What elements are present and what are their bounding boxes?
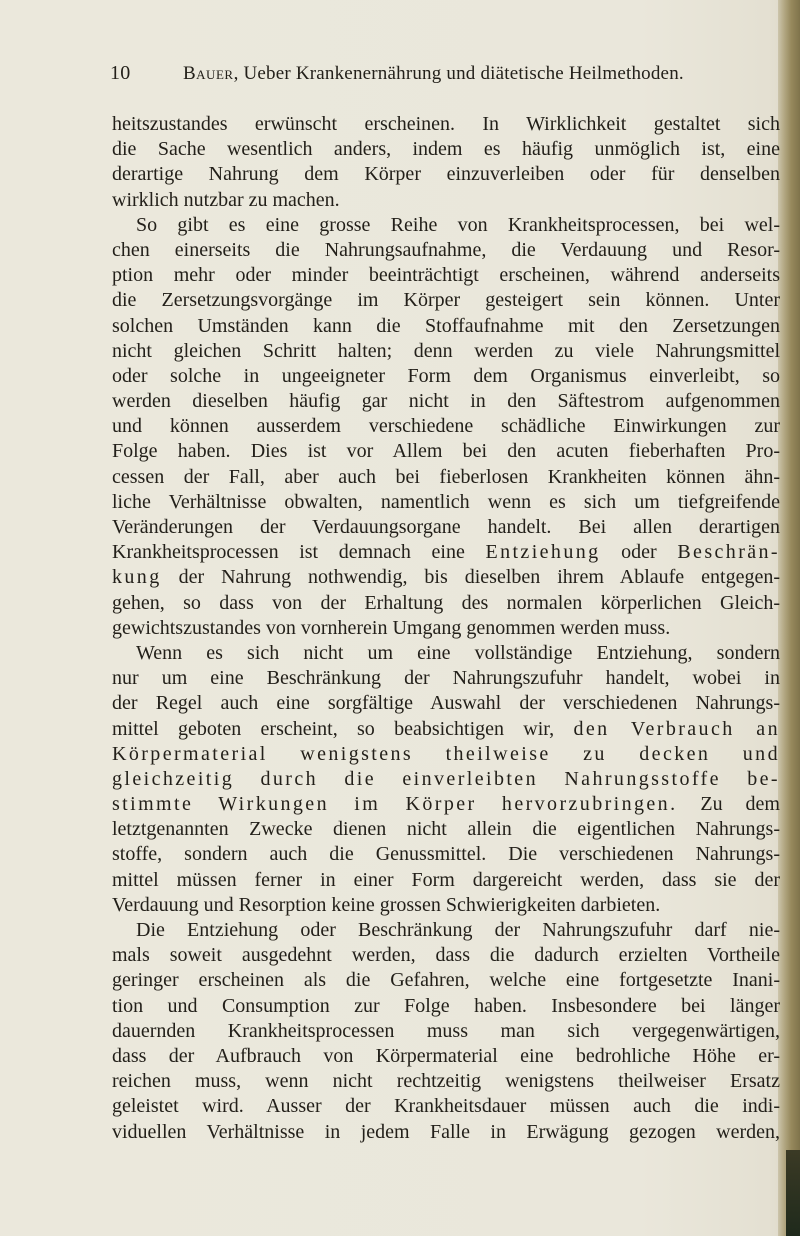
- text-line: Veränderungen der Verdauungsorgane handelt. Bei allen derartigen: [112, 516, 780, 538]
- emphasized-text: stimmte Wirkungen im Körper hervorzubringen.: [112, 793, 678, 816]
- text-line: Die Entziehung oder Beschränkung der Nahrungszufuhr darf nie-: [136, 919, 780, 941]
- text-line: mals soweit ausgedehnt werden, dass die dadurch erzielten Vortheile: [112, 944, 780, 967]
- emphasized-text: kung: [112, 566, 162, 589]
- paragraph: [112, 641, 780, 918]
- text-line: Verdauung und Resorption keine grossen Schwierigkeiten darbieten.: [112, 893, 661, 916]
- text-line: letztgenannten Zwecke dienen nicht allein die eigentlichen Nahrungs-: [112, 818, 780, 841]
- text-line: tion und Consumption zur Folge haben. Insbesondere bei länger: [112, 994, 780, 1017]
- text-line: Wenn es sich nicht um eine vollständige Entziehung, sondern: [136, 641, 780, 664]
- text-line: liche Verhältnisse obwalten, namentlich wenn es sich um tiefgreifende: [112, 490, 780, 513]
- text-line: derartige Nahrung dem Körper einzuverleiben oder für denselben: [112, 163, 780, 186]
- text-line: und können ausserdem verschiedene schädliche Einwirkungen zur: [112, 415, 780, 438]
- text-line: viduellen Verhältnisse in jedem Falle in Erwägung gezogen werden,: [112, 1120, 780, 1143]
- paragraph: [112, 918, 780, 1145]
- text-line: So gibt es eine grosse Reihe von Krankheitsprocessen, bei wel-: [136, 213, 780, 236]
- text-run: oder: [600, 541, 678, 564]
- text-line: [112, 742, 780, 767]
- text-line: wirklich nutzbar zu machen.: [112, 188, 340, 211]
- text-line: oder solche in ungeeigneter Form dem Organismus einverleibt, so: [112, 364, 780, 387]
- text-run: der Nahrung nothwendig, bis dieselben ihrem Ablaufe entgegen-: [161, 566, 780, 589]
- page-edge-shadow: [786, 1150, 800, 1236]
- emphasized-text: gleichzeitig durch die einverleibten Nahrungsstoffe be-: [112, 767, 780, 790]
- emphasized-text: Beschrän-: [677, 541, 780, 564]
- running-header: [110, 62, 770, 92]
- running-title: [183, 63, 684, 85]
- text-line: dauernden Krankheitsprocessen muss man sich vergegenwärtigen,: [112, 1019, 780, 1042]
- text-line: heitszustandes erwünscht erscheinen. In Wirklichkeit gestaltet sich: [112, 113, 780, 135]
- text-line: gehen, so dass von der Erhaltung des normalen körperlichen Gleich-: [112, 591, 780, 614]
- page-edge-binding: [778, 0, 800, 1236]
- running-title-author: Bauer: [183, 63, 234, 84]
- text-line: nur um eine Beschränkung der Nahrungszufuhr handelt, wobei in: [112, 667, 780, 690]
- text-line: dass der Aufbrauch von Körpermaterial eine bedrohliche Höhe er-: [112, 1044, 780, 1067]
- text-line: [112, 767, 780, 792]
- text-line: [112, 565, 780, 590]
- text-line: mittel müssen ferner in einer Form dargereicht werden, dass sie der: [112, 868, 780, 891]
- text-run: mittel geboten erscheint, so beabsichtigen wir,: [112, 717, 574, 740]
- text-line: der Regel auch eine sorgfältige Auswahl der verschiedenen Nahrungs-: [112, 692, 780, 715]
- text-line: die Zersetzungsvorgänge im Körper gesteigert sein können. Unter: [112, 289, 780, 312]
- running-title-text: , Ueber Krankenernährung und diätetische Heilmethoden.: [233, 63, 684, 84]
- text-line: Folge haben. Dies ist vor Allem bei den acuten fieberhaften Pro-: [112, 440, 780, 463]
- emphasized-text: Körpermaterial wenigstens theilweise zu decken und: [112, 742, 780, 765]
- text-line: cessen der Fall, aber auch bei fieberlosen Krankheiten können ähn-: [112, 465, 780, 488]
- text-line: nicht gleichen Schritt halten; denn werden zu viele Nahrungsmittel: [112, 339, 780, 362]
- text-line: [112, 792, 780, 817]
- text-run: Zu dem: [677, 793, 780, 816]
- text-line: [112, 717, 780, 742]
- body-text: [112, 112, 780, 1145]
- text-run: Krankheitsprocessen ist demnach eine: [112, 541, 486, 564]
- emphasized-text: den Verbrauch an: [573, 717, 780, 740]
- page-number: 10: [110, 62, 131, 84]
- text-line: ption mehr oder minder beeinträchtigt erscheinen, während anderseits: [112, 264, 780, 287]
- text-line: chen einerseits die Nahrungsaufnahme, die Verdauung und Resor-: [112, 238, 780, 261]
- text-line: werden dieselben häufig gar nicht in den Säftestrom aufgenommen: [112, 390, 780, 413]
- text-line: geringer erscheinen als die Gefahren, welche eine fortgesetzte Inani-: [112, 969, 780, 992]
- text-line: reichen muss, wenn nicht rechtzeitig wenigstens theilweiser Ersatz: [112, 1070, 780, 1093]
- text-line: geleistet wird. Ausser der Krankheitsdauer müssen auch die indi-: [112, 1095, 780, 1118]
- text-line: [112, 540, 780, 565]
- text-line: gewichtszustandes von vornherein Umgang genommen werden muss.: [112, 616, 671, 639]
- text-line: solchen Umständen kann die Stoffaufnahme mit den Zersetzungen: [112, 314, 780, 337]
- text-line: die Sache wesentlich anders, indem es häufig unmöglich ist, eine: [112, 138, 780, 161]
- paragraph: [112, 112, 780, 213]
- text-line: stoffe, sondern auch die Genussmittel. Die verschiedenen Nahrungs-: [112, 843, 780, 866]
- paragraph: [112, 213, 780, 641]
- emphasized-text: Entziehung: [485, 541, 601, 564]
